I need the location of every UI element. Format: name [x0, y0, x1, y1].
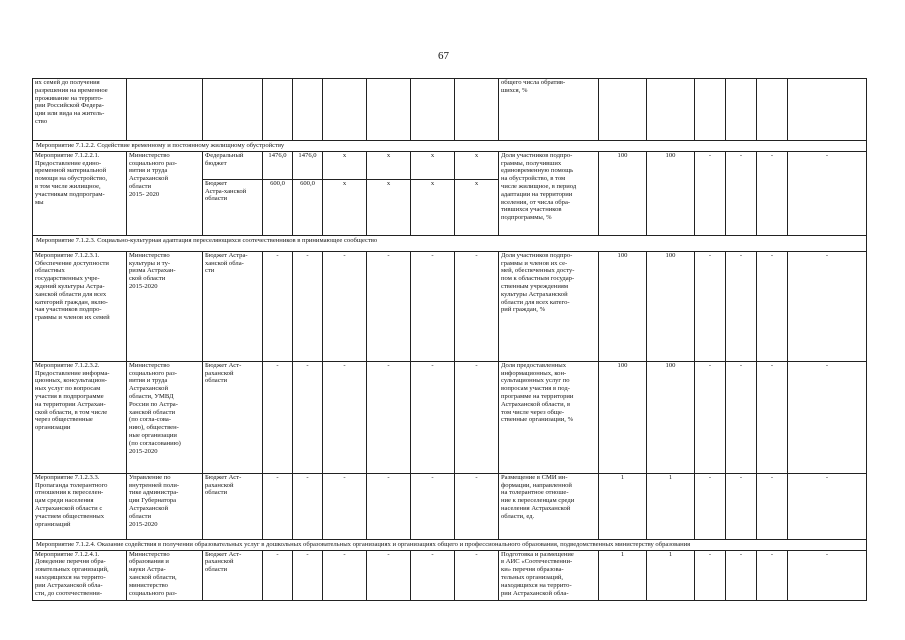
- funding-source: Бюджет Аст- раханской области: [205, 361, 242, 385]
- amount-year: 1476,0: [293, 151, 323, 179]
- indicator-value: 1: [647, 473, 695, 539]
- indicator-value: 100: [599, 361, 647, 473]
- indicator-value: -: [788, 473, 867, 539]
- program-table: [32, 78, 867, 601]
- indicator-value: 100: [647, 361, 695, 473]
- amount-year: -: [455, 361, 499, 473]
- amount-year: x: [455, 151, 499, 179]
- indicator-name: Доля предоставленных информационных, кон- сультационных услуг по вопросам участия в под- программе на территории Астраханской области, в том числе через обще- ственные организации, %: [501, 361, 574, 424]
- indicator-value: -: [726, 361, 757, 473]
- indicator-value: -: [726, 473, 757, 539]
- amount-total: 600,0: [263, 179, 293, 235]
- indicator-value: -: [695, 361, 726, 473]
- executor: Министерство социального раз- вития и труда Астраханской области, УМВД России по Астра- ханской области (по согла-сова- нию), обществен- ные организации (по согласованию) 2015-2020: [129, 361, 181, 455]
- indicator-value: -: [757, 151, 788, 235]
- indicator-value: -: [695, 151, 726, 235]
- table-row: [33, 550, 867, 600]
- indicator-value: 100: [599, 151, 647, 235]
- amount-year: -: [411, 550, 455, 600]
- amount-year: -: [293, 251, 323, 361]
- executor: Министерство социального раз- вития и труда Астраханской области 2015- 2020: [129, 151, 177, 198]
- amount-year: -: [367, 550, 411, 600]
- indicator-name: Размещение в СМИ ин- формации, направленной на толерантное отноше- ние к переселенцам среди населения Астраханской области, ед.: [501, 473, 575, 520]
- measure-name: Мероприятие 7.1.2.3.1. Обеспечение доступности областных государственных учре- ждений культуры Астра- ханской области для всех категорий граждан, вклю- чая участников подпро- граммы и членов их семей: [35, 251, 110, 322]
- indicator-value: -: [788, 361, 867, 473]
- indicator-value: 1: [599, 473, 647, 539]
- funding-source: Бюджет Аст- раханской области: [205, 550, 242, 574]
- indicator-value: -: [726, 151, 757, 235]
- table-row: [33, 79, 867, 141]
- indicator-value: -: [757, 251, 788, 361]
- measure-name: их семей до получения разрешения на временное проживание на террито- рии Российской Федера- ции или вида на житель- ство: [35, 79, 108, 125]
- measure-name: Мероприятие 7.1.2.3.3. Пропаганда толерантного отношения к переселен- цам среди населения Астраханской области с участием общественных организаций: [35, 473, 108, 528]
- indicator-value: 100: [599, 251, 647, 361]
- amount-year: x: [323, 179, 367, 235]
- funding-source: Федеральный бюджет: [205, 151, 244, 167]
- indicator-value: -: [757, 473, 788, 539]
- indicator-value: -: [695, 550, 726, 600]
- indicator-name: Подготовка и размещение в АИС «Соотечественни- ки» перечня образова- тельных организаций, находящихся на террито- рии Астраханской обла-: [501, 550, 574, 597]
- funding-source: Бюджет Астра-ханской области: [205, 179, 247, 203]
- amount-year: -: [367, 361, 411, 473]
- amount-year: -: [367, 251, 411, 361]
- section-row: [33, 539, 867, 550]
- amount-year: -: [411, 473, 455, 539]
- measure-name: Мероприятие 7.1.2.4.1. Доведение перечня обра- зовательных организаций, находящихся на террито- рии Астраханской обла- сти, до соотечественни-: [35, 550, 109, 597]
- amount-year: -: [367, 473, 411, 539]
- amount-year: -: [323, 550, 367, 600]
- indicator-value: 100: [647, 151, 695, 235]
- amount-year: x: [411, 151, 455, 179]
- indicator-value: 100: [647, 251, 695, 361]
- indicator-value: -: [788, 151, 867, 235]
- amount-total: -: [263, 550, 293, 600]
- amount-total: -: [263, 251, 293, 361]
- executor: Министерство образования и науки Астра- ханской области, министерство социального раз-: [129, 550, 177, 597]
- indicator-value: -: [726, 251, 757, 361]
- executor: Управление по внутренней поли- тике администра- ции Губернатора Астраханской области 2015-2020: [129, 473, 180, 528]
- table-row: [33, 361, 867, 473]
- section-heading: Мероприятие 7.1.2.2. Содействие временному и постоянному жилищному обустройству: [33, 141, 867, 152]
- amount-year: -: [455, 251, 499, 361]
- amount-year: -: [293, 473, 323, 539]
- measure-name: Мероприятие 7.1.2.3.2. Предоставление информа- ционных, консультацион- ных услуг по вопросам участия в подпрограмме на территории Астрахан- ской области, в том числе через общественные организации: [35, 361, 110, 432]
- page-number: 67: [438, 50, 449, 62]
- amount-year: -: [323, 361, 367, 473]
- indicator-name: Доля участников подпро- граммы, получивших единовременную помощь на обустройство, в том числе жилищное, в период адаптации на территории вселения, от числа обра- тившихся участников подпрограммы, %: [501, 151, 577, 222]
- indicator-value: -: [788, 550, 867, 600]
- indicator-name: общего числа обратив- шихся, %: [501, 79, 566, 94]
- section-row: [33, 235, 867, 251]
- table-row: [33, 151, 867, 179]
- amount-year: x: [367, 151, 411, 179]
- section-heading: Мероприятие 7.1.2.4. Оказание содействия в получении образовательных услуг в дошкольных образовательных организациях и организациях общего и профессионального образования, подведомственных министерству образования: [33, 539, 867, 550]
- amount-year: x: [455, 179, 499, 235]
- amount-year: -: [411, 251, 455, 361]
- section-row: [33, 141, 867, 152]
- executor: Министерство культуры и ту- ризма Астрахан- ской области 2015-2020: [129, 251, 176, 290]
- amount-year: -: [323, 251, 367, 361]
- amount-year: x: [411, 179, 455, 235]
- amount-year: -: [293, 550, 323, 600]
- indicator-value: -: [757, 550, 788, 600]
- amount-total: -: [263, 473, 293, 539]
- funding-source: Бюджет Астра- ханской обла- сти: [205, 251, 248, 275]
- amount-year: 600,0: [293, 179, 323, 235]
- indicator-value: -: [757, 361, 788, 473]
- indicator-value: 1: [599, 550, 647, 600]
- measure-name: Мероприятие 7.1.2.2.1. Предоставление едино- временной материальной помощи на обустройство, в том числе жилищное, участникам подпрограм- мы: [35, 151, 108, 206]
- indicator-value: -: [726, 550, 757, 600]
- indicator-value: -: [788, 251, 867, 361]
- amount-year: -: [411, 361, 455, 473]
- table-row: [33, 251, 867, 361]
- indicator-name: Доля участников подпро- граммы и членов их се- мей, обеспеченных досту- пом к областным государ- ственным учреждениям культуры Астраханской области для всех катего- рий граждан, %: [501, 251, 575, 314]
- indicator-value: 1: [647, 550, 695, 600]
- amount-total: -: [263, 361, 293, 473]
- indicator-value: -: [695, 473, 726, 539]
- funding-source: Бюджет Аст- раханской области: [205, 473, 242, 497]
- amount-year: -: [293, 361, 323, 473]
- section-heading: Мероприятие 7.1.2.3. Социально-культурная адаптация переселяющихся соотечественников в принимающее сообщество: [33, 235, 867, 251]
- amount-total: 1476,0: [263, 151, 293, 179]
- amount-year: -: [323, 473, 367, 539]
- table-row: [33, 473, 867, 539]
- amount-year: -: [455, 550, 499, 600]
- amount-year: x: [323, 151, 367, 179]
- amount-year: x: [367, 179, 411, 235]
- indicator-value: -: [695, 251, 726, 361]
- amount-year: -: [455, 473, 499, 539]
